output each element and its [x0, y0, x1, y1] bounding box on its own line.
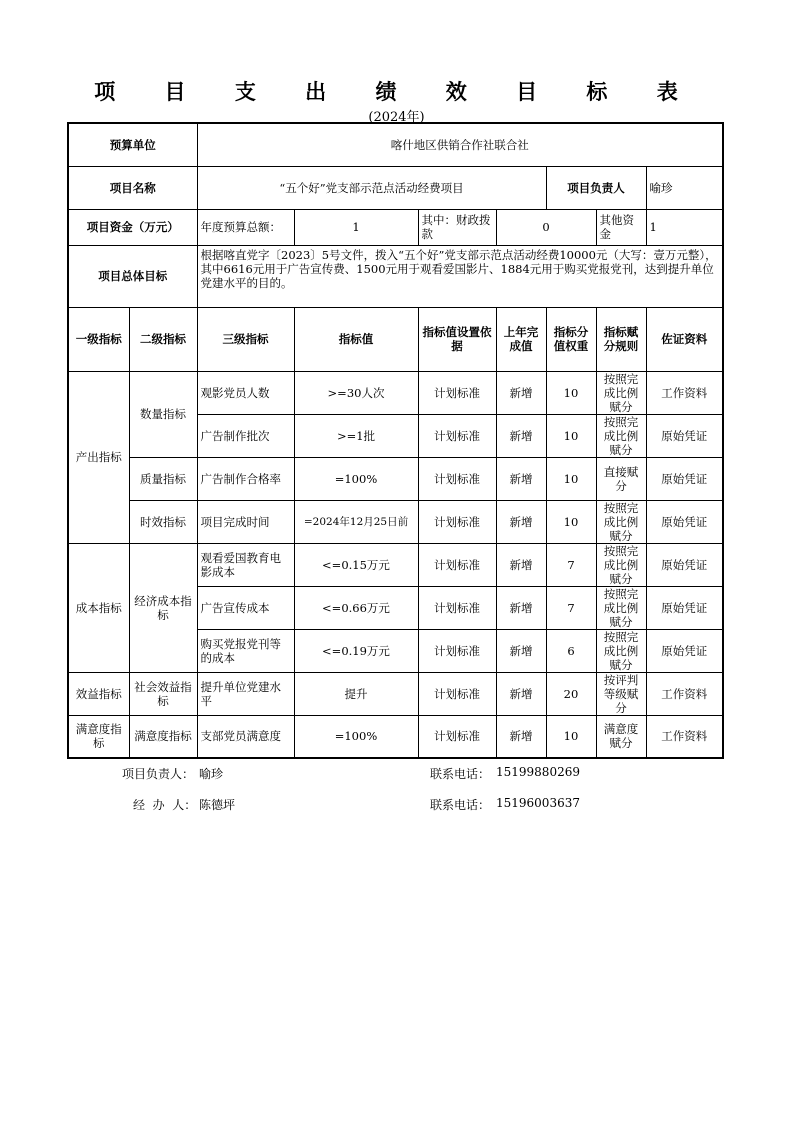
level3-cell: 观影党员人数: [197, 371, 294, 414]
weight-cell: 20: [546, 672, 596, 715]
annual-budget-label: 年度预算总额：: [197, 209, 294, 245]
basis-cell: 计划标准: [418, 543, 496, 586]
level2-quality: 质量指标: [129, 457, 197, 500]
rule-cell: 按照完成比例赋分: [596, 414, 646, 457]
footer-leader-label: 项目负责人：: [122, 767, 195, 781]
goal-label: 项目总体目标: [68, 245, 197, 307]
rule-cell: 按评判等级赋分: [596, 672, 646, 715]
budget-unit-label: 预算单位: [68, 123, 197, 166]
level1-benefit: 效益指标: [68, 672, 129, 715]
rule-cell: 按照完成比例赋分: [596, 586, 646, 629]
annual-budget-value: 1: [294, 209, 418, 245]
prev-cell: 新增: [496, 586, 546, 629]
level2-timeliness: 时效指标: [129, 500, 197, 543]
table-row: [68, 543, 723, 586]
level3-cell: 广告制作合格率: [197, 457, 294, 500]
level2-social-benefit: 社会效益指标: [129, 672, 197, 715]
value-cell: >=1批: [294, 414, 418, 457]
weight-cell: 10: [546, 457, 596, 500]
level3-cell: 项目完成时间: [197, 500, 294, 543]
col-header-weight: 指标分值权重: [546, 307, 596, 371]
year-label: (2024年): [368, 110, 425, 125]
rule-cell: 按照完成比例赋分: [596, 371, 646, 414]
basis-cell: 计划标准: [418, 414, 496, 457]
rule-cell: 直接赋分: [596, 457, 646, 500]
weight-cell: 10: [546, 414, 596, 457]
budget-unit-value: 喀什地区供销合作社联合社: [197, 123, 723, 166]
project-name-value: “五个好”党支部示范点活动经费项目: [197, 166, 546, 209]
prev-cell: 新增: [496, 715, 546, 758]
footer-handler-label: 经 办 人：: [133, 798, 197, 812]
col-header-basis: 指标值设置依据: [418, 307, 496, 371]
goal-text: 根据喀直党字〔2023〕5号文件，拨入“五个好”党支部示范点活动经费10000元（大写：壹万元整），其中6616元用于广告宣传费、1500元用于观看爱国影片、1884元用于购买党报党刊，达到提升单位党建水平的目的。: [197, 245, 723, 307]
evidence-cell: 原始凭证: [646, 414, 723, 457]
table-row: [68, 672, 723, 715]
level3-cell: 购买党报党刊等的成本: [197, 629, 294, 672]
basis-cell: 计划标准: [418, 500, 496, 543]
level2-econ-cost: 经济成本指标: [129, 543, 197, 672]
level2-quantity: 数量指标: [129, 371, 197, 457]
evidence-cell: 工作资料: [646, 715, 723, 758]
prev-cell: 新增: [496, 543, 546, 586]
col-header-level2: 二级指标: [129, 307, 197, 371]
weight-cell: 10: [546, 371, 596, 414]
rule-cell: 按照完成比例赋分: [596, 500, 646, 543]
footer-phone-label-2: 联系电话：: [430, 798, 491, 812]
prev-cell: 新增: [496, 414, 546, 457]
performance-table: [67, 122, 724, 759]
project-leader-value: 喻珍: [646, 166, 723, 209]
other-funds-label: 其他资金: [596, 209, 646, 245]
footer-phone-1: 15199880269: [496, 765, 580, 779]
rule-cell: 满意度赋分: [596, 715, 646, 758]
evidence-cell: 原始凭证: [646, 586, 723, 629]
basis-cell: 计划标准: [418, 715, 496, 758]
level1-cost: 成本指标: [68, 543, 129, 672]
funds-label: 项目资金（万元）: [68, 209, 197, 245]
other-funds-value: 1: [646, 209, 723, 245]
level3-cell: 观看爱国教育电影成本: [197, 543, 294, 586]
basis-cell: 计划标准: [418, 672, 496, 715]
prev-cell: 新增: [496, 500, 546, 543]
value-cell: =100%: [294, 715, 418, 758]
col-header-level1: 一级指标: [68, 307, 129, 371]
basis-cell: 计划标准: [418, 457, 496, 500]
fiscal-label: 其中：财政拨款: [418, 209, 496, 245]
col-header-rule: 指标赋分规则: [596, 307, 646, 371]
value-cell: =2024年12月25日前: [294, 500, 418, 543]
fiscal-value: 0: [496, 209, 596, 245]
value-cell: <=0.19万元: [294, 629, 418, 672]
evidence-cell: 原始凭证: [646, 543, 723, 586]
table-row: [68, 715, 723, 758]
footer-phone-2: 15196003637: [496, 796, 580, 810]
prev-cell: 新增: [496, 371, 546, 414]
value-cell: >=30人次: [294, 371, 418, 414]
col-header-level3: 三级指标: [197, 307, 294, 371]
value-cell: 提升: [294, 672, 418, 715]
basis-cell: 计划标准: [418, 629, 496, 672]
rule-cell: 按照完成比例赋分: [596, 629, 646, 672]
prev-cell: 新增: [496, 457, 546, 500]
basis-cell: 计划标准: [418, 371, 496, 414]
footer-handler-value: 陈德坪: [199, 798, 236, 812]
rule-cell: 按照完成比例赋分: [596, 543, 646, 586]
value-cell: <=0.15万元: [294, 543, 418, 586]
value-cell: =100%: [294, 457, 418, 500]
footer-phone-label-1: 联系电话：: [430, 767, 491, 781]
basis-cell: 计划标准: [418, 586, 496, 629]
col-header-value: 指标值: [294, 307, 418, 371]
table-row: [68, 457, 723, 500]
level3-cell: 广告制作批次: [197, 414, 294, 457]
evidence-cell: 工作资料: [646, 371, 723, 414]
weight-cell: 6: [546, 629, 596, 672]
level3-cell: 广告宣传成本: [197, 586, 294, 629]
weight-cell: 7: [546, 586, 596, 629]
evidence-cell: 工作资料: [646, 672, 723, 715]
weight-cell: 10: [546, 715, 596, 758]
footer-leader-value: 喻珍: [199, 767, 224, 781]
prev-cell: 新增: [496, 629, 546, 672]
table-row: [68, 500, 723, 543]
level1-satisfaction: 满意度指标: [68, 715, 129, 758]
prev-cell: 新增: [496, 672, 546, 715]
level1-output: 产出指标: [68, 371, 129, 543]
evidence-cell: 原始凭证: [646, 457, 723, 500]
value-cell: <=0.66万元: [294, 586, 418, 629]
project-leader-label: 项目负责人: [546, 166, 646, 209]
evidence-cell: 原始凭证: [646, 500, 723, 543]
level2-satisfaction: 满意度指标: [129, 715, 197, 758]
project-name-label: 项目名称: [68, 166, 197, 209]
weight-cell: 10: [546, 500, 596, 543]
evidence-cell: 原始凭证: [646, 629, 723, 672]
level3-cell: 支部党员满意度: [197, 715, 294, 758]
page-title: 项 目 支 出 绩 效 目 标 表: [94, 80, 699, 104]
col-header-prev: 上年完成值: [496, 307, 546, 371]
weight-cell: 7: [546, 543, 596, 586]
level3-cell: 提升单位党建水平: [197, 672, 294, 715]
col-header-evidence: 佐证资料: [646, 307, 723, 371]
table-row: [68, 371, 723, 414]
